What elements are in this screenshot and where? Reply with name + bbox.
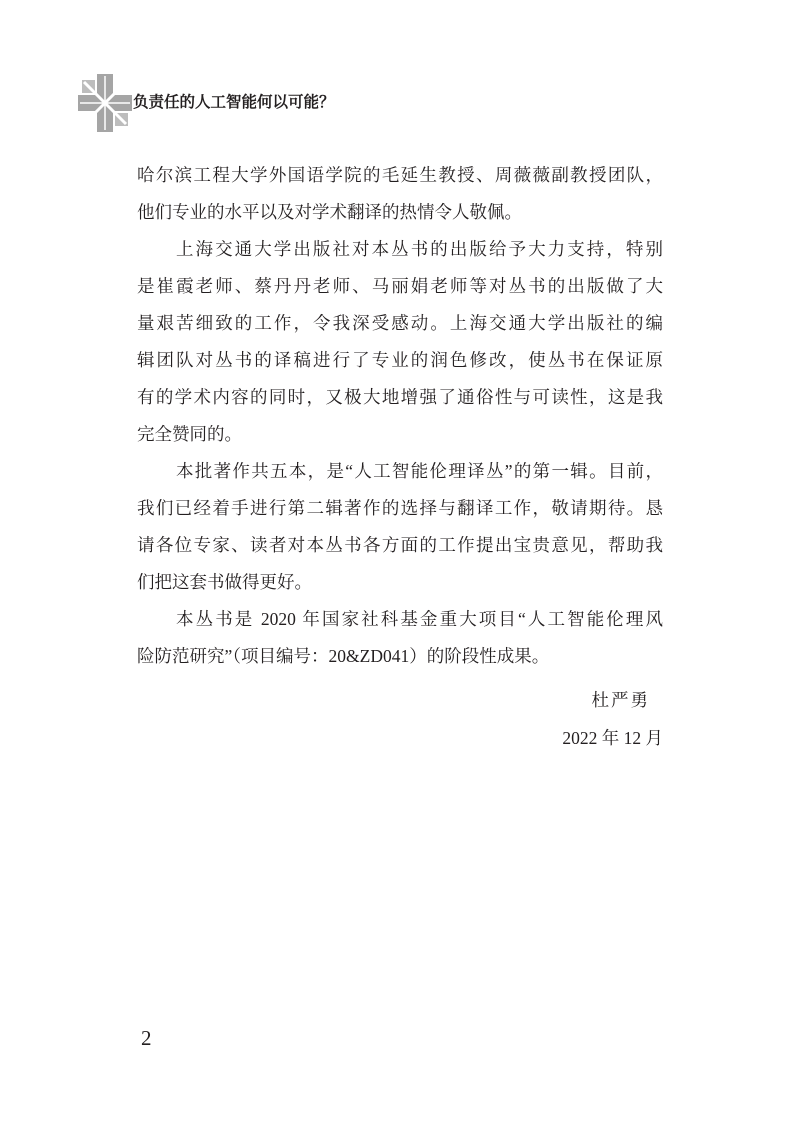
text-line: 哈尔滨工程大学外国语学院的毛延生教授、周薇薇副教授团队， — [137, 165, 663, 185]
paragraph — [137, 231, 663, 453]
running-title: 负责任的人工智能何以可能？ — [133, 94, 335, 111]
text-line: 们把这套书做得更好。 — [137, 572, 312, 592]
text-line: 险防范研究”（项目编号：20&ZD041）的阶段性成果。 — [137, 646, 550, 666]
text-line: 辑团队对丛书的译稿进行了专业的润色修改，使丛书在保证原 — [137, 350, 663, 370]
paragraph — [137, 157, 663, 231]
text-line: 有的学术内容的同时，又极大地增强了通俗性与可读性，这是我 — [137, 387, 663, 407]
paragraph — [137, 453, 663, 601]
body-text — [137, 157, 663, 675]
page-number: 2 — [141, 1026, 152, 1050]
text-line: 是崔霞老师、蔡丹丹老师、马丽娟老师等对丛书的出版做了大 — [137, 276, 663, 296]
text-line: 我们已经着手进行第二辑著作的选择与翻译工作，敬请期待。恳 — [137, 498, 663, 518]
text-line: 本丛书是 2020 年国家社科基金重大项目“人工智能伦理风 — [176, 609, 663, 629]
paragraph — [137, 601, 663, 675]
text-line: 请各位专家、读者对本丛书各方面的工作提出宝贵意见，帮助我 — [137, 535, 663, 555]
text-line: 他们专业的水平以及对学术翻译的热情令人敬佩。 — [137, 202, 522, 222]
text-line: 量艰苦细致的工作，令我深受感动。上海交通大学出版社的编 — [137, 313, 663, 333]
signature-author: 杜严勇 — [591, 690, 650, 710]
text-line: 完全赞同的。 — [137, 424, 242, 444]
cross-flower-ornament-icon — [78, 74, 132, 132]
text-line: 本批著作共五本，是“人工智能伦理译丛”的第一辑。目前， — [176, 461, 663, 481]
signature-date: 2022 年 12 月 — [562, 728, 663, 748]
text-line: 上海交通大学出版社对本丛书的出版给予大力支持，特别 — [176, 239, 663, 259]
